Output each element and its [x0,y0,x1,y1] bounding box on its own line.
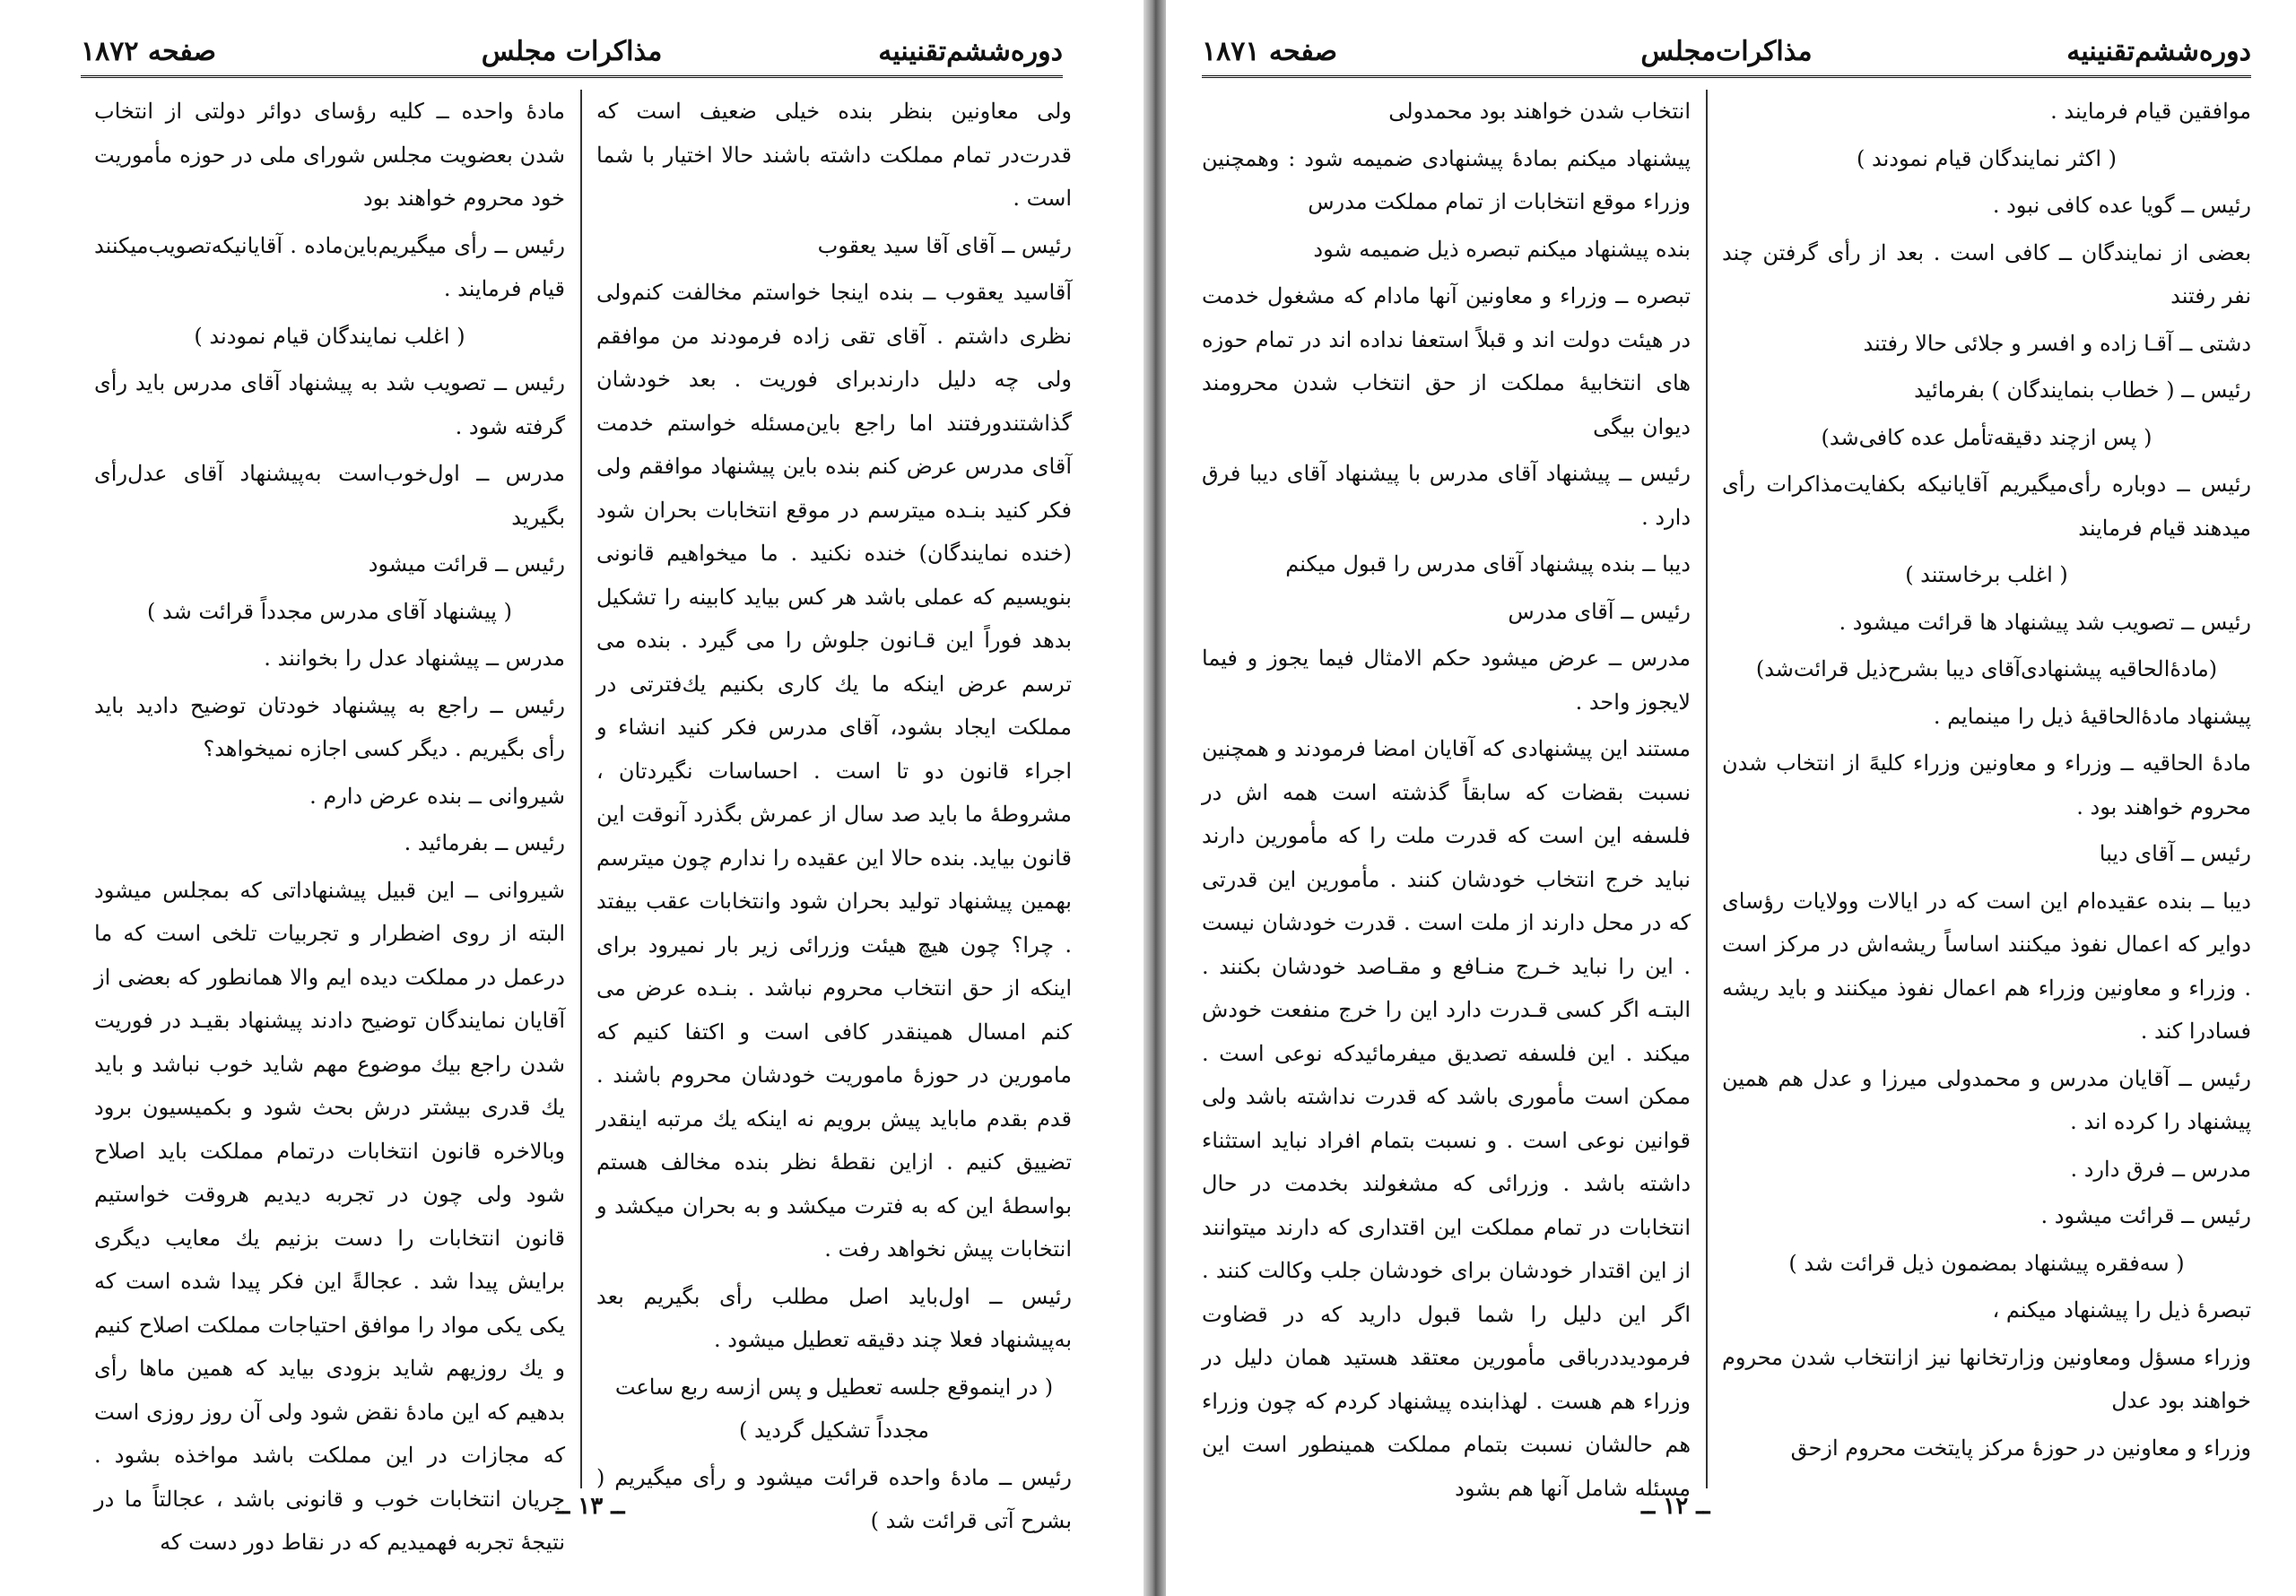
page-number-label: صفحه ۱۸۷۱ [1202,36,1337,67]
text-column-right [1722,90,2251,1488]
page-header [1202,36,2251,78]
paragraph: رئیس ــ قرائت میشود [368,551,565,577]
column-divider [1706,90,1708,1488]
paragraph: رئیس ــ آقای آقا سید یعقوب [817,232,1072,258]
paragraph: ولی معاونین بنظر بنده خیلی ضعیف است که قدرت‌در تمام مملکت داشته باشند حالا اختیار با شما است . [596,99,1072,211]
paragraph: رئیس ــ آقای مدرس [1508,598,1691,624]
text-column-left [94,90,565,1555]
paragraph: بنده پیشنهاد میکنم تبصره ذیل ضمیمه شود [1313,236,1691,262]
paragraph: رئیس ــ ( خطاب بنمایندگان ) بفرمائید [1914,377,2251,403]
paragraph: آقاسید یعقوب ــ بنده اینجا خواستم مخالفت کنم‌ولی نظری داشتم . آقای تقی زاده فرمودند من موافقم ولی چه دلیل دارند‌برای فوریت . بعد خودشان گذاشتند‌ورفتند اما راجع باین‌مسئله خواستم خدمت آقای مدرس عرض کنم بنده باین پیشنهاد موافقم ولی فکر کنید بنـده میترسم در موقع انتخابات بحران شود (خنده نمایندگان) خنده نکنید . ما میخواهیم قانونی بنویسیم که عملی باشد هر کس بیاید کابینه را تشکیل بدهد فوراً این قـانون جلوش را می گیرد . بنده می ترسم عرض اینکه ما یك کاری بکنیم یك‌فترتی در مملکت ایجاد بشود، آقای مدرس فکر کنید انشاء و اجراء قانون دو تا است . احساسات نگیرد‌تان ، مشروطهٔ ما باید صد سال از عمرش بگذرد آنوقت این قانون بیاید. بنده حالا این عقیده را ندارم چون میترسم بهمین پیشنهاد تولید بحران شود وانتخابات عقب بیفتد . چرا؟ چون هیچ هیئت وزرائی زیر بار نمیرود برای اینکه از حق انتخاب محروم نباشد . بنـده عرض می کنم امسال همینقدر کافی است و اکتفا کنیم که مامورین در حوزهٔ ماموریت خودشان محروم باشند . قدم بقدم مابايد پيش برويم نه اينكه یك مرتبه اینقدر تضییق کنیم . ازاین نقطهٔ نظر بنده مخالف هستم بواسطهٔ این که به فترت میکشد و به بحران میکشد و انتخابات پیش نخواهد رفت . [596,280,1072,1262]
paragraph: دشتی ــ آقـا زاده و افسر و جلائی حالا رفتند [1863,330,2251,356]
paragraph: مادهٔ الحاقیه ــ وزراء و معاونین وزراء کلیهً از انتخاب شدن محروم خواهند بود . [1722,750,2251,820]
paragraph: مستند این پیشنهادی که آقایان امضا فرمودند و همچنین نسبت بقضات که سابقاً گذشته است همه اش در فلسفه این است که قدرت ملت را که مأمورین دارند نباید خرج انتخاب خودشان کنند . مأمورین این قدرتی که در محل دارند از ملت است . قدرت خودشان نیست . این را نباید خـرج منـافع و مقـاصد خودشان بکنند . البتـه اگر کسی قـدرت دارد این را خرج منفعت خودش میکند . این فلسفه تصدیق میفرمائید‌که نوعی است . ممکن است مأموری باشد که قدرت نداشته باشد ولی قوانین نوعی است . و نسبت بتمام افراد نباید استثناء داشته باشد . وزرائی که مشغولند بخدمت در حال انتخابات در تمام مملکت این اقتداری که دارند میتوانند از این اقتدار خودشان برای خودشان جلب وکالت کنند . اگر این دلیل را شما قبول دارید که در قضاوت فرمودید‌در‌باقی مأمورین معتقد هستید همان دلیل در وزراء هم هست . لهذابنده پیشنهاد کردم که چون وزراء هم حالشان نسبت بتمام مملکت همینطور است این مسئله شامل آنها هم بشود [1202,736,1691,1501]
text-column-right [596,90,1072,1533]
right-page [1166,0,2296,1596]
text-column-left [1202,90,1692,1501]
paragraph: مدرس ــ فرق دارد . [2070,1156,2251,1182]
paragraph: وزراء و معاونین در حوزهٔ مرکز پایتخت محروم ازحق [1790,1435,2251,1461]
paragraph: رئیس ــ پیشنهاد آقای مدرس با پیشنهاد آقای دیبا فرق دارد . [1202,461,1691,530]
left-page [0,0,1144,1596]
session-note: ( سه‌فقره پیشنهاد بمضمون ذیل قرائت شد ) [1788,1250,2185,1276]
paragraph: رئیس ــ راجع به پیشنهاد خودتان توضیح دادید باید رأی بگیریم . دیگر کسی اجازه نمیخواهد؟ [94,692,565,761]
page-number-label: صفحه ۱۸۷۲ [81,36,216,67]
paragraph: تبصره ــ وزراء و معاونین آنها مادام که مشغول خدمت در هیئت دولت اند و قبلاً استعفا نداده اند در تمام حوزه های انتخابیهٔ مملکت از حق انتخاب شدن محرومند دیوان بیگی [1202,283,1692,439]
paragraph: مدرس ــ پیشنهاد عدل را بخوانند . [264,646,565,671]
page-folio: ــ ۱۲ ــ [1641,1493,1710,1520]
paragraph: دیبا ــ بنده عقیده‌ام این است که در ایالات وولایات رؤسای دوایر که اعمال نفوذ میکنند اساساً ریشه‌اش در مرکز است . وزراء و معاونین وزراء هم اعمال نفوذ میکنند و باید ریشه فساد‌را کند . [1722,888,2251,1044]
page-header [81,36,1063,78]
paragraph: رئیس ــ اول‌باید اصل مطلب رأی بگیریم بعد به‌پیشنهاد فعلا چند دقیقه تعطیل میشود . [596,1283,1072,1352]
paragraph: مادهٔ واحده ــ کلیه رؤسای دوائر دولتی از انتخاب شدن بعضویت مجلس شورای ملی در حوزه مأموریت خود محروم خواهند بود [94,99,565,211]
session-note: ( پس ازچند دقیقه‌تأمل عده کافی‌شد) [1821,424,2152,450]
session-note: ( اکثر نمایندگان قیام نمودند ) [1856,145,2117,171]
journal-title: مذاکرات‌مجلس [1640,36,1813,67]
paragraph: بعضی از نمایندگان ــ کافی است . بعد از رأی گرفتن چند نفر رفتند [1722,239,2251,308]
session-label: دوره‌ششم‌تقنینیه [2066,36,2251,67]
paragraph: رئیس ــ رأی میگیریم‌باین‌ماده . آقایانیکه‌تصویب‌میکنند قیام فرمایند . [94,232,565,301]
session-note: (مادهٔ‌الحاقیه پیشنهادی‌آقای دیبا بشرح‌ذیل قرائت‌شد) [1755,656,2218,681]
session-note: ( اغلب برخاستند ) [1905,562,2068,587]
paragraph: انتخاب شدن خواهند بود محمد‌ولی [1388,99,1691,124]
session-note: ( در اینموقع جلسه تعطیل و پس ازسه ربع ساعت مجدداً تشکیل گردید ) [614,1374,1054,1443]
paragraph: مدرس ــ اول‌خوب‌است به‌پیشنهاد آقای عدل‌رأی بگیرید [94,461,565,530]
paragraph: شیروانی ــ بنده عرض دارم . [309,783,565,809]
paragraph: رئیس ــ گویا عده کافی نبود . [1992,193,2251,218]
paragraph: پیشنهاد مادهٔ‌الحاقیهٔ ذیل را مینمایم . [1933,703,2251,729]
session-label: دوره‌ششم‌تقنینیه [878,36,1063,67]
paragraph: تبصرهٔ ذیل را پیشنهاد میکنم ، [1992,1297,2251,1323]
paragraph: رئیس ــ تصویب شد به پیشنهاد آقای مدرس باید رأی گرفته شود . [94,370,565,439]
paragraph: رئیس ــ قرائت میشود . [2040,1203,2251,1228]
session-note: ( پیشنهاد آقای مدرس مجدداً قرائت شد ) [147,598,512,624]
column-divider [580,90,582,1488]
paragraph: موافقین قیام فرمایند . [2050,99,2251,124]
paragraph: پیشنهاد میکنم بمادهٔ پیشنهادی ضمیمه شود : وهمچنین وزراء موقع انتخابات از تمام مملکت مدرس [1202,145,1691,214]
page-folio: ــ ۱۳ ــ [556,1493,625,1520]
paragraph: وزراء مسؤل ومعاونین وزارتخانها نیز ازانتخاب شدن محروم خواهند بود عدل [1722,1344,2251,1413]
paragraph: رئیس ــ تصویب شد پیشنهاد ها قرائت میشود . [1839,609,2251,635]
paragraph: رئیس ــ آقایان مدرس و محمد‌ولی میرزا و عدل هم همین پیشنهاد را کرده اند . [1722,1065,2251,1134]
journal-title: مذاکرات مجلس [481,36,663,67]
paragraph: رئیس ــ آقای دیبا [2099,841,2251,866]
paragraph: شیروانی ــ این قبیل پیشنهاداتی که بمجلس میشود البته از روی اضطرار و تجربیات تلخی است که ما درعمل در مملکت دیده ایم والا همانطور که بعضی از آقایان نمایندگان توضیح دادند پیشنهاد بقیـد در فوریت شدن راجع بیك موضوع مهم شاید خوب نباشد و باید یك قدری بیشتر درش بحث شود و بکمیسیون برود وبالاخره قانون انتخابات درتمام مملکت باید اصلاح شود ولی چون در تجربه دیدیم هروقت خواستیم قانون انتخابات را دست بزنیم یك معایب دیگری برایش پیدا شد . عجالةً این فکر پیدا شده است که یکی یکی مواد را موافق احتیاجات مملکت اصلاح کنیم و یك روزیهم شاید بزودی بیاید که همین ماها رأی بدهیم که این مادهٔ نقض شود ولی آن روز روزی است که مجازات در این مملکت باشد مواخذه بشود . جریان انتخابات خوب و قانونی باشد ، عجالتاً ما در نتیجهٔ تجربه فهمیدیم که در نقاط دور دست که [94,877,565,1555]
paragraph: رئیس ــ مادهٔ واحده قرائت میشود و رأی میگیریم ( بشرح آتی قرائت شد ) [596,1464,1072,1533]
book-gutter [1144,0,1166,1596]
paragraph: رئیس ــ دوباره رأی‌میگیریم آقایانیکه بکفایت‌مذاکرات رأی میدهند قیام فرمایند [1722,472,2251,541]
paragraph: دیبا ــ بنده پیشنهاد آقای مدرس را قبول میکنم [1285,551,1691,577]
session-note: ( اغلب نمایندگان قیام نمودند ) [194,323,465,349]
paragraph: رئیس ــ بفرمائید . [404,830,565,855]
paragraph: مدرس ــ عرض میشود حکم الامثال فیما یجوز و فیما لایجوز واحد . [1202,646,1691,715]
